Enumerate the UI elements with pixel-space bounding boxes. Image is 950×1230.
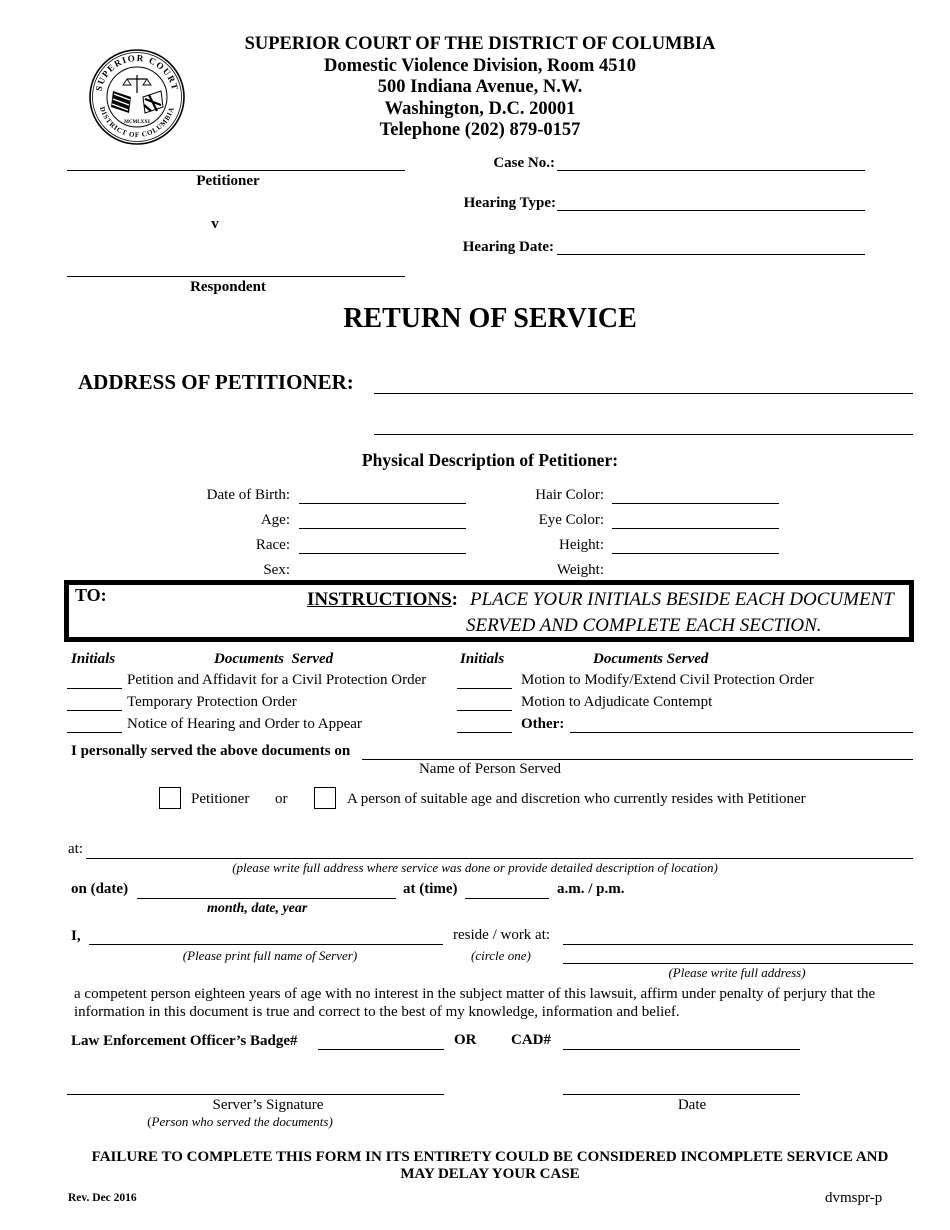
server-name-field[interactable] — [89, 944, 443, 945]
reside-work-label: reside / work at: — [453, 927, 551, 943]
initials-field-left-2[interactable] — [67, 710, 122, 711]
case-no-label: Case No.: — [493, 155, 555, 171]
seal-text-top: SUPERIOR COURT — [93, 52, 181, 93]
petitioner-name-line[interactable] — [67, 170, 405, 171]
hair-label: Hair Color: — [535, 487, 604, 503]
document-left-3: Notice of Hearing and Order to Appear — [127, 716, 362, 732]
court-phone: Telephone (202) 879-0157 — [379, 120, 581, 140]
height-field[interactable] — [612, 553, 779, 554]
instructions-line-1: PLACE YOUR INITIALS BESIDE EACH DOCUMENT — [470, 589, 894, 610]
signature-subcaption-text: Person who served the documents) — [151, 1114, 333, 1129]
document-left-1: Petition and Affidavit for a Civil Protection Order — [127, 672, 427, 688]
service-location-field[interactable] — [86, 858, 913, 859]
served-header-right: Documents Served — [593, 651, 709, 667]
suitable-person-option-label: A person of suitable age and discretion who currently resides with Petitioner — [347, 791, 806, 807]
initials-field-left-1[interactable] — [67, 688, 122, 689]
initials-field-right-1[interactable] — [457, 688, 512, 689]
initials-field-right-3[interactable] — [457, 732, 512, 733]
person-served-field[interactable] — [362, 759, 913, 760]
date-caption: month, date, year — [207, 901, 308, 916]
court-name: SUPERIOR COURT OF THE DISTRICT OF COLUMBIA — [244, 34, 716, 54]
to-label: TO: — [75, 585, 107, 605]
server-address-line-2[interactable] — [563, 963, 913, 964]
other-field[interactable] — [570, 732, 913, 733]
weight-label: Weight: — [556, 562, 604, 578]
dob-label: Date of Birth: — [206, 487, 290, 503]
race-label: Race: — [255, 537, 290, 553]
seal-text-bottom: DISTRICT OF COLUMBIA — [97, 105, 177, 140]
court-seal — [87, 47, 187, 147]
at-label: at: — [68, 841, 83, 857]
revision-label: Rev. Dec 2016 — [68, 1192, 137, 1204]
signature-field[interactable] — [67, 1094, 444, 1095]
sex-label: Sex: — [263, 562, 290, 578]
age-label: Age: — [260, 512, 290, 528]
i-label: I, — [71, 928, 81, 944]
dob-field[interactable] — [299, 503, 466, 504]
instructions-word: INSTRUCTIONS — [307, 589, 452, 610]
race-field[interactable] — [299, 553, 466, 554]
served-header-left: Documents Served — [214, 651, 334, 667]
seal-year: MCMLXXI — [124, 120, 150, 125]
instructions-label — [307, 589, 458, 611]
court-header — [190, 34, 770, 142]
person-served-caption: Name of Person Served — [418, 761, 562, 777]
server-address-line-1[interactable] — [563, 944, 913, 945]
initials-field-right-2[interactable] — [457, 710, 512, 711]
initials-header-right: Initials — [460, 651, 505, 667]
signature-caption: Server’s Signature — [212, 1097, 324, 1113]
initials-field-left-3[interactable] — [67, 732, 122, 733]
hearing-date-field[interactable] — [557, 254, 865, 255]
suitable-person-checkbox[interactable] — [314, 787, 336, 809]
hair-field[interactable] — [612, 503, 779, 504]
or2-label: OR — [454, 1032, 477, 1048]
served-on-label: I personally served the above documents on — [71, 743, 351, 759]
service-time-field[interactable] — [465, 898, 549, 899]
case-no-field[interactable] — [557, 170, 865, 171]
petitioner-checkbox[interactable] — [159, 787, 181, 809]
other-label: Other: — [521, 716, 565, 732]
form-code: dvmspr-p — [825, 1190, 883, 1206]
document-right-2: Motion to Adjudicate Contempt — [521, 694, 713, 710]
warning-line-1: FAILURE TO COMPLETE THIS FORM IN ITS ENTIRETY COULD BE CONSIDERED INCOMPLETE SERVICE AND — [91, 1149, 889, 1165]
instructions-line-2: SERVED AND COMPLETE EACH SECTION. — [466, 615, 822, 636]
hearing-date-label: Hearing Date: — [462, 239, 554, 255]
court-street: 500 Indiana Avenue, N.W. — [377, 77, 583, 97]
hearing-type-field[interactable] — [557, 210, 865, 211]
address-label: ADDRESS OF PETITIONER: — [78, 370, 354, 394]
height-label: Height: — [559, 537, 604, 553]
service-date-field[interactable] — [137, 898, 396, 899]
warning-line-2: MAY DELAY YOUR CASE — [400, 1166, 580, 1182]
respondent-name-line[interactable] — [67, 276, 405, 277]
respondent-label: Respondent — [190, 279, 266, 295]
address-line-2[interactable] — [374, 434, 913, 435]
age-field[interactable] — [299, 528, 466, 529]
initials-header-left: Initials — [71, 651, 116, 667]
or-label: or — [275, 791, 288, 807]
form-title: RETURN OF SERVICE — [343, 303, 637, 334]
eye-field[interactable] — [612, 528, 779, 529]
server-name-caption: (Please print full name of Server) — [182, 948, 358, 963]
on-date-label: on (date) — [71, 881, 129, 897]
badge-label: Law Enforcement Officer’s Badge# — [71, 1033, 298, 1049]
ampm-label: a.m. / p.m. — [557, 881, 625, 897]
cad-label: CAD# — [511, 1032, 551, 1048]
court-division: Domestic Violence Division, Room 4510 — [324, 55, 636, 76]
instructions-colon: : — [451, 589, 458, 610]
signature-date-field[interactable] — [563, 1094, 800, 1095]
versus-label: v — [211, 216, 219, 232]
service-location-caption: (please write full address where service was done or provide detailed description of location) — [232, 860, 718, 875]
hearing-type-label: Hearing Type: — [463, 195, 556, 211]
signature-subcaption — [120, 1114, 360, 1130]
court-city: Washington, D.C. 20001 — [384, 98, 576, 119]
address-line-1[interactable] — [374, 393, 913, 394]
cad-field[interactable] — [563, 1049, 800, 1050]
affirmation-text: a competent person eighteen years of age with no interest in the subject matter of this lawsuit, affirm under penalty of perjury that the information in this document is true and correct to the best of my knowledge, information and belief. — [74, 986, 876, 1020]
circle-one-caption: (circle one) — [471, 948, 531, 963]
document-left-2: Temporary Protection Order — [127, 694, 297, 710]
physical-heading: Physical Description of Petitioner: — [361, 450, 619, 470]
eye-label: Eye Color: — [538, 512, 604, 528]
petitioner-option-label: Petitioner — [191, 791, 250, 807]
signature-date-label: Date — [677, 1097, 707, 1113]
document-right-1: Motion to Modify/Extend Civil Protection Order — [521, 672, 814, 688]
full-address-caption: (Please write full address) — [668, 965, 806, 980]
signature-subcaption-paren: ( — [147, 1114, 152, 1129]
petitioner-label: Petitioner — [196, 173, 260, 189]
badge-field[interactable] — [318, 1049, 444, 1050]
at-time-label: at (time) — [403, 881, 458, 897]
